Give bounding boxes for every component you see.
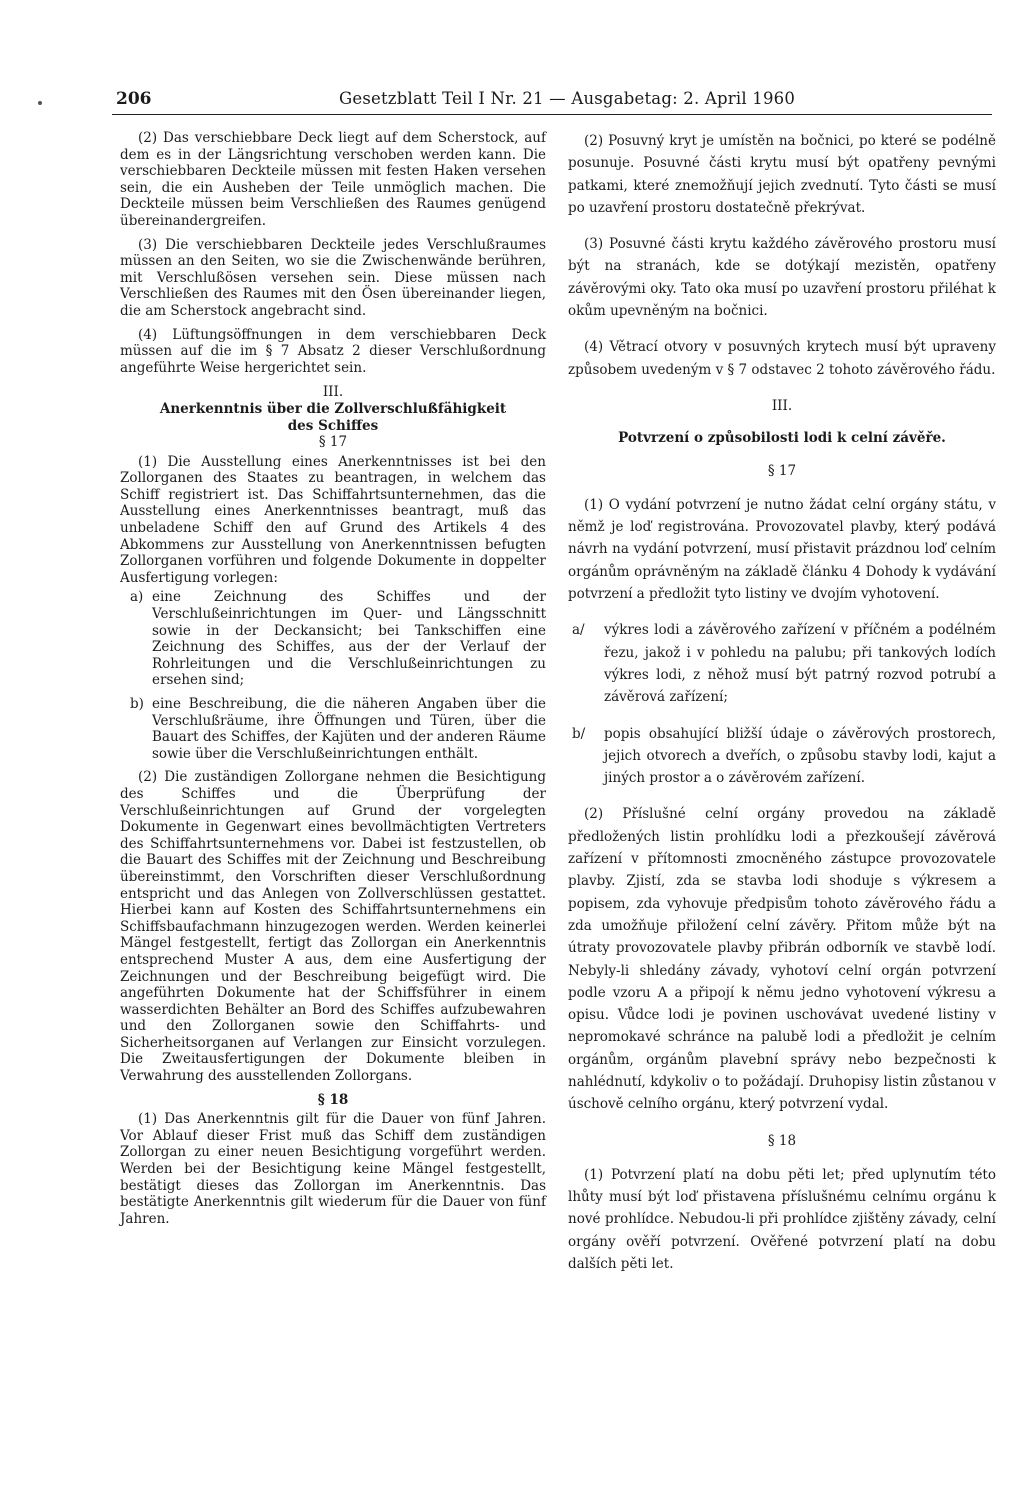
list-item-a <box>120 589 546 689</box>
czech-column <box>568 130 996 1289</box>
list-item-a <box>568 619 996 708</box>
german-column <box>120 130 546 1234</box>
running-head: Gesetzblatt Teil I Nr. 21 — Ausgabetag: 2. April 1960 <box>339 89 796 108</box>
list-item-label: a) <box>130 589 144 606</box>
paragraph-17-1: (1) Die Ausstellung eines Anerkenntnisses ist bei den Zollorganen des Staates zu beantragen, in welchem das Schiff registriert ist. Das Schiffahrtsunternehmen, das die Ausstellung eines Anerkenntnisses beantragt, muß das unbeladene Schiff den auf Grund des Artikels 4 des Abkommens zur Ausstellung von Anerkenntnissen befugten Zollorganen vorführen und folgende Dokumente in doppelter Ausfertigung vorlegen: <box>120 453 546 586</box>
section-title: Potvrzení o způsobilosti lodi k celní závěře. <box>618 430 946 447</box>
paragraph-deck-4: (4) Lüftungsöffnungen in dem verschiebbaren Deck müssen auf die im § 7 Absatz 2 dieser Verschlußordnung angeführte Weise hergerichtet sein. <box>120 326 546 376</box>
list-item-label: b) <box>130 696 144 712</box>
header-rule <box>112 114 992 115</box>
list-item-text: eine Beschreibung, die die näheren Angaben über die Verschlußräume, ihre Öffnungen und Türen, über die Bauart des Schiffes, der Kajüten und der anderen Räume sowie über die Verschlußeinrichtungen enthält. <box>152 696 546 762</box>
section-title: Anerkenntnis über die Zollverschlußfähigkeit <box>159 400 507 417</box>
list-item-text: výkres lodi a závěrového zařízení v příčném a podélném řezu, jakož i v pohledu na palubu; při tankových lodích výkres lodi, z něhož musí být patrný rozvod potrubí a závěrová zařízení; <box>604 622 996 706</box>
page-number: 206 <box>116 89 152 109</box>
paragraph-kryt-3: (3) Posuvné části krytu každého závěrového prostoru musí být na stranách, kde se dotýkají mezistěn, opatřeny závěrovými oky. Tato oka musí po uzavření prostoru přiléhat k okům upevněným na bočnici. <box>568 236 996 320</box>
scan-speck <box>38 101 42 105</box>
paragraph-kryt-2: (2) Posuvný kryt je umístěn na bočnici, po které se podélně posunuje. Posuvné části krytu musí být opatřeny pevnými patkami, které znemožňují jejich zvednutí. Tyto části se musí po uzavření prostoru dostatečně překrývat. <box>568 133 996 216</box>
list-item-label: a/ <box>572 622 585 639</box>
list-item-text: eine Zeichnung des Schiffes und der Verschlußeinrichtungen im Quer- und Längsschnitt sowie in der Deckansicht; bei Tankschiffen eine Zeichnung des Schiffes, aus der der Verlauf der Rohrleitungen und die Verschlußeinrichtungen zu ersehen sind; <box>152 589 546 689</box>
paragraph-17-1: (1) O vydání potvrzení je nutno žádat celní orgány státu, v němž je loď registrována. Provozovatel plavby, který podává návrh na vydání potvrzení, musí přistavit prázdnou loď celním orgánům oprávněným na základě článku 4 Dohody k vydávání potvrzení a předložit tyto listiny ve dvojím vyhotovení. <box>568 496 996 603</box>
list-item-label: b/ <box>572 725 586 742</box>
paragraph-heading-17: § 17 <box>767 462 797 479</box>
paragraph-heading-17: § 17 <box>318 434 348 451</box>
section-number: III. <box>322 384 344 401</box>
list-item-b <box>120 696 546 762</box>
paragraph-18-1: (1) Potvrzení platí na dobu pěti let; před uplynutím této lhůty musí být loď přistavena příslušnému celnímu orgánu k nové prohlídce. Nebudou-li při prohlídce zjištěny závady, celní orgány ověří potvrzení. Ověřené potvrzení platí na dobu dalších pěti let. <box>568 1166 996 1273</box>
paragraph-heading-18: § 18 <box>767 1132 797 1149</box>
paragraph-heading-18: § 18 <box>317 1091 349 1108</box>
paragraph-17-2: (2) Příslušné celní orgány provedou na základě předložených listin prohlídku lodi a přezkoušejí závěrová zařízení v přítomnosti zmocněného zástupce provozovatele plavby. Zjistí, zda se stavba lodi shoduje s výkresem a popisem, zda vyhovuje předpisům tohoto závěrového řádu a zda umožňuje přiložení celní závěry. Přitom může být na útraty provozovatele plavby přibrán odborník ve stavbě lodí. Nebyly-li shledány závady, vyhotoví celní orgán potvrzení podle vzoru A a připojí k němu jedno vyhotovení výkresu a opisu. Vůdce lodi je povinen uschovávat uvedené listiny v nepromokavé schránce na palubě lodi a předložit je celním orgánům, orgánům plavební správy nebo bezpečnosti k nahlédnutí, kdykoliv o to požádají. Druhopisy listin zůstanou v úschově celního orgánu, který potvrzení vydal. <box>568 806 996 1113</box>
list-item-text: popis obsahující bližší údaje o závěrových prostorech, jejich otvorech a dveřích, o způsobu stavby lodi, kajut a jiných prostor a o závěrovém zařízení. <box>604 725 996 787</box>
paragraph-17-2: (2) Die zuständigen Zollorgane nehmen die Besichtigung des Schiffes und die Überprüfung der Verschlußeinrichtungen auf Grund der vorgelegten Dokumente in Gegenwart eines bevollmächtigten Vertreters des Schiffahrtsunternehmens vor. Dabei ist festzustellen, ob die Bauart des Schiffes mit der Zeichnung und Beschreibung übereinstimmt, den Vorschriften dieser Verschlußordnung entspricht und das Anlegen von Zollverschlüssen gestattet. Hierbei kann auf Kosten des Schiffahrtsunternehmens ein Schiffsbaufachmann hinzugezogen werden. Werden keinerlei Mängel festgestellt, fertigt das Zollorgan ein Anerkenntnis entsprechend Muster A aus, dem eine Ausfertigung der Zeichnungen und der Beschreibung beigefügt wird. Die angeführten Dokumente hat der Schiffsführer in einem wasserdichten Behälter an Bord des Schiffes aufzubewahren und den Zollorganen sowie den Schiffahrts- und Sicherheitsorganen auf Verlangen zur Einsicht vorzulegen. Die Zweitausfertigungen der Dokumente bleiben in Verwahrung des ausstellenden Zollorgans. <box>120 769 546 1085</box>
paragraph-deck-2: (2) Das verschiebbare Deck liegt auf dem Scherstock, auf dem es in der Längsrichtung verschoben werden kann. Die verschiebbaren Deckteile müssen mit festen Haken versehen sein, die ein Ausheben der Teile unmöglich machen. Die Deckteile müssen beim Verschließen des Raumes genügend übereinandergreifen. <box>120 130 546 229</box>
list-item-b <box>568 723 996 790</box>
section-number: III. <box>771 397 793 414</box>
section-title-line-2: des Schiffes <box>287 417 379 434</box>
paragraph-18-1: (1) Das Anerkenntnis gilt für die Dauer von fünf Jahren. Vor Ablauf dieser Frist muß das Schiff dem zuständigen Zollorgan zu einer neuen Besichtigung vorgeführt werden. Werden bei der Besichtigung keine Mängel festgestellt, bestätigt dieses das Zollorgan im Anerkenntnis. Das bestätigte Anerkenntnis gilt wiederum für die Dauer von fünf Jahren. <box>120 1111 546 1227</box>
paragraph-deck-3: (3) Die verschiebbaren Deckteile jedes Verschlußraumes müssen an den Seiten, wo sie die Zwischenwände berühren, mit Verschlußösen versehen sein. Diese müssen nach Verschließen des Raumes mit den Ösen übereinander liegen, die am Scherstock angebracht sind. <box>120 236 546 319</box>
paragraph-kryt-4: (4) Větrací otvory v posuvných krytech musí být upraveny způsobem uvedeným v § 7 odstavec 2 tohoto závěrového řádu. <box>568 339 996 378</box>
